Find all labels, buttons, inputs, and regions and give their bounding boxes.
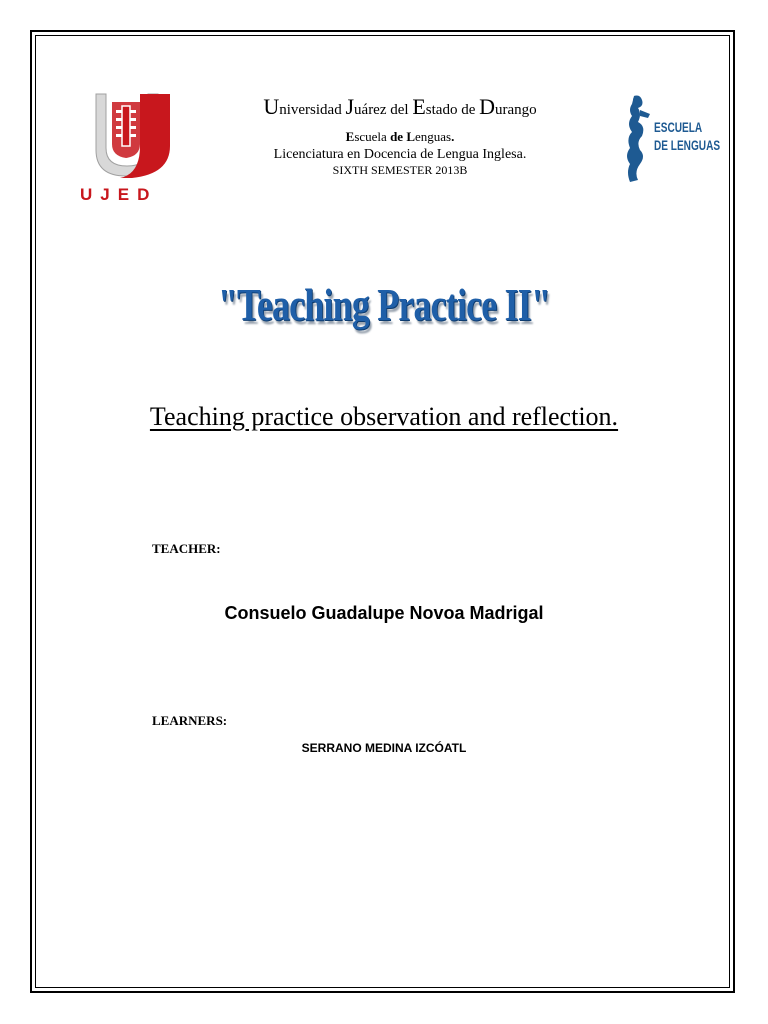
semester-label: SIXTH SEMESTER 2013B bbox=[332, 163, 468, 177]
school-name: Escuela de Lenguas. bbox=[345, 129, 455, 144]
escuela-logo-line1: ESCUELA bbox=[654, 119, 703, 135]
escuela-logo-text bbox=[654, 118, 720, 154]
learners-label: LEARNERS: bbox=[152, 713, 228, 728]
learner-name: SERRANO MEDINA IZCÓATL bbox=[301, 741, 467, 755]
ujed-logo-text: UJED bbox=[80, 185, 158, 204]
document-subtitle: Teaching practice observation and reflection. bbox=[149, 402, 619, 431]
document-title: "Teaching Practice II" bbox=[217, 279, 551, 330]
escuela-logo-line2: DE LENGUAS bbox=[654, 137, 721, 153]
institution-header bbox=[200, 94, 600, 178]
teacher-name: Consuelo Guadalupe Novoa Madrigal bbox=[224, 603, 544, 623]
university-name: Universidad Juárez del Estado de Durango bbox=[263, 94, 537, 119]
program-name: Licenciatura en Docencia de Lengua Inglesa. bbox=[273, 147, 527, 162]
teacher-label: TEACHER: bbox=[152, 541, 221, 556]
